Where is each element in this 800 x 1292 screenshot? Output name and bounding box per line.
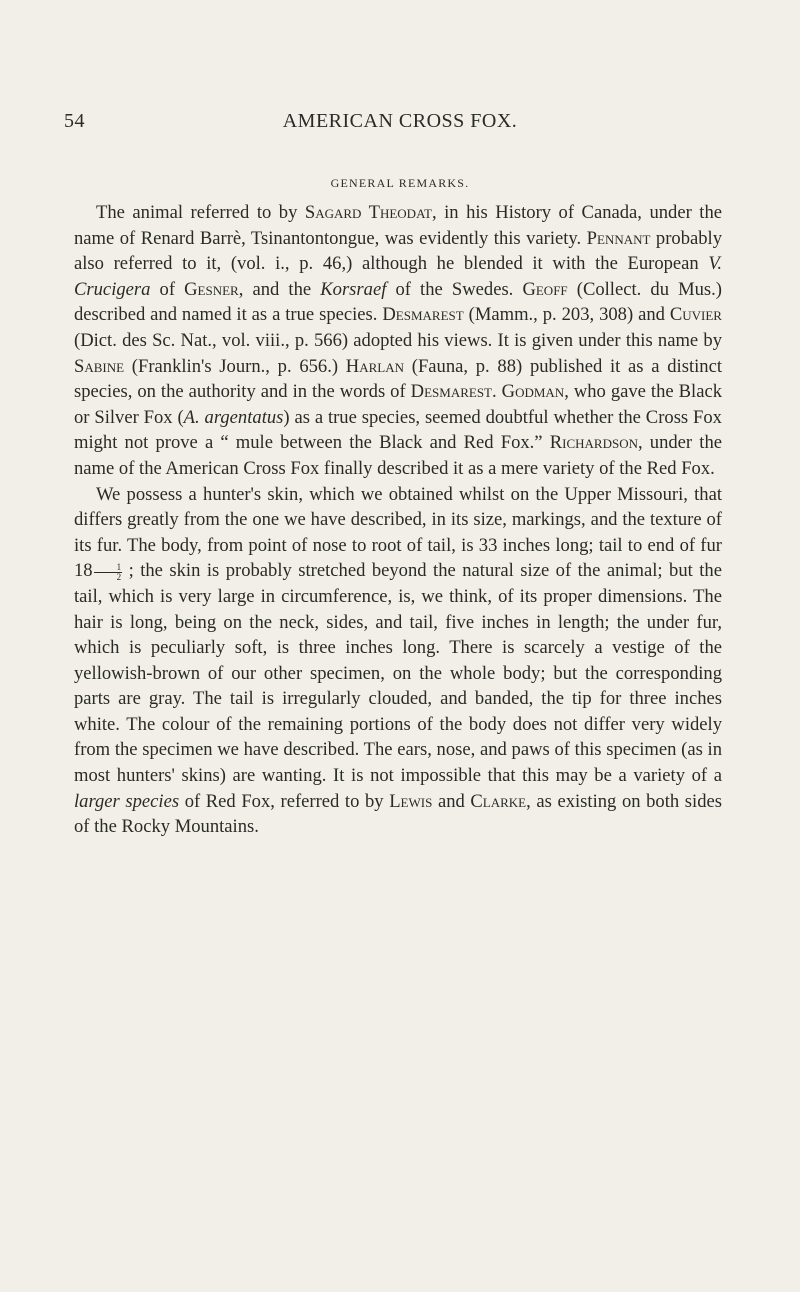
emphasis-text: larger species bbox=[74, 790, 180, 812]
author-name: Sagard Theodat bbox=[304, 202, 432, 223]
text-run: probably also referred to it, (vol. i., p. 46,) although he blended it with the European bbox=[74, 227, 723, 275]
text-run: 1 bbox=[94, 563, 123, 573]
author-name: Geoff bbox=[522, 278, 568, 300]
text-run: (Fauna, p. 88) published it as a distinct species, on the authority and in the words of bbox=[74, 355, 722, 403]
author-name: Gesner bbox=[184, 278, 239, 300]
text-run: of Red Fox, referred to by bbox=[179, 790, 390, 812]
species-name: A. argentatus bbox=[183, 406, 284, 428]
author-name: Desmarest bbox=[410, 381, 492, 403]
author-name: Clarke bbox=[470, 790, 527, 812]
text-run: 2 bbox=[116, 571, 122, 582]
body-text bbox=[74, 200, 722, 840]
text-run: , under the name of the American Cross Fox finally described it as a mere variety of the Red Fox. bbox=[74, 432, 722, 479]
fraction-one-half bbox=[94, 563, 123, 582]
author-name: Desmarest bbox=[382, 304, 464, 326]
text-run: The animal referred to by bbox=[96, 202, 305, 223]
section-heading: GENERAL REMARKS. bbox=[330, 176, 470, 190]
text-run: (Franklin's Journ., p. 656.) bbox=[124, 355, 346, 377]
text-run: , as existing on both sides of the Rocky Mountains. bbox=[74, 790, 722, 838]
running-title: AMERICAN CROSS FOX. bbox=[282, 110, 518, 132]
text-run: We possess a hunter's skin, which we obtained whilst on the Upper Missouri, that differs greatly from the one we have described, in its size, markings, and the texture of its fur. The body, from point of nose to root of tail, is 33 inches long; tail to end of fur bbox=[74, 483, 722, 556]
page-number: 54 bbox=[64, 110, 85, 132]
text-run: (Mamm., p. 203, 308) and bbox=[463, 304, 670, 326]
author-name: Richardson bbox=[549, 432, 638, 454]
text-run: (Dict. des Sc. Nat., vol. viii., p. 566) adopted his views. It is given under this name by bbox=[74, 329, 722, 351]
text-run: , who gave the Black or Silver Fox ( bbox=[74, 381, 722, 428]
text-run: . bbox=[492, 381, 502, 403]
text-run: of bbox=[150, 278, 185, 300]
text-run: , and the bbox=[238, 278, 321, 300]
author-name: Harlan bbox=[345, 355, 405, 377]
species-name: Korsraef bbox=[320, 278, 387, 300]
text-run: ; the skin is probably stretched beyond the natural size of the animal; but the tail, which is very large in circumference, is, we think, of its proper dimensions. The hair is long, being on the neck, sides, and tail, five inches in length; the under fur, which is peculiarly soft, is three inches long. There is scarcely a vestige of the yellowish-brown of our other specimen, on the whole body; but the corresponding parts are gray. The tail is irregularly clouded, and banded, the tip for three inches white. The colour of the remaining portions of the body does not differ very widely from the specimen we have described. The ears, nose, and paws of this specimen (as in most hunters' skins) are wanting. It is not impossible that this may be a variety of a bbox=[74, 560, 722, 787]
page-header bbox=[64, 110, 736, 136]
species-name: V. Crucigera bbox=[74, 253, 722, 300]
author-name: Godman bbox=[501, 381, 565, 403]
text-run: and bbox=[432, 790, 471, 812]
text-run: of the Swedes. bbox=[386, 278, 523, 300]
text-run: , in his History of Canada, under the name of Renard Barrè, Tsinantontongue, was evidently this variety. bbox=[74, 202, 722, 249]
author-name: Sabine bbox=[74, 355, 125, 377]
text-run: (Collect. du Mus.) described and named it as a true species. bbox=[74, 278, 722, 326]
author-name: Pennant bbox=[586, 227, 651, 249]
tail-length-whole: 18 bbox=[74, 560, 93, 582]
author-name: Lewis bbox=[389, 790, 433, 812]
author-name: Cuvier bbox=[669, 304, 722, 326]
text-run: ) as a true species, seemed doubtful whether the Cross Fox might not prove a “ mule between the Black and Red Fox.” bbox=[74, 406, 722, 454]
paragraph-1 bbox=[74, 200, 722, 482]
paragraph-2 bbox=[74, 482, 722, 840]
